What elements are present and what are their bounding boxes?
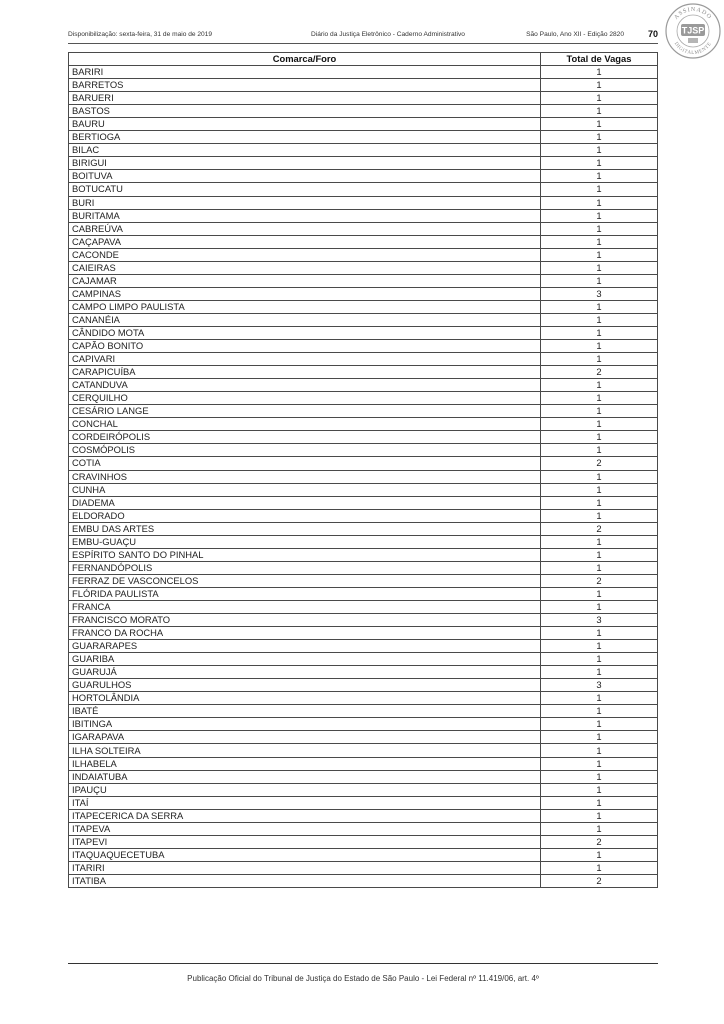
- comarca-name: BURITAMA: [69, 209, 541, 222]
- comarca-name: CAMPO LIMPO PAULISTA: [69, 300, 541, 313]
- column-header-total: Total de Vagas: [541, 53, 658, 66]
- comarca-name: ILHA SOLTEIRA: [69, 744, 541, 757]
- table-row: [69, 457, 658, 470]
- table-row: [69, 809, 658, 822]
- vacancy-count: 1: [541, 653, 658, 666]
- vacancy-count: 1: [541, 92, 658, 105]
- vacancy-count: 1: [541, 235, 658, 248]
- vacancy-count: 1: [541, 548, 658, 561]
- table-row: [69, 300, 658, 313]
- comarca-name: CONCHAL: [69, 418, 541, 431]
- comarca-name: EMBU DAS ARTES: [69, 522, 541, 535]
- comarca-name: CAPÃO BONITO: [69, 340, 541, 353]
- vacancy-count: 1: [541, 783, 658, 796]
- comarca-name: COSMÓPOLIS: [69, 444, 541, 457]
- comarca-name: ITAPEVI: [69, 835, 541, 848]
- vacancy-count: 1: [541, 144, 658, 157]
- vacancy-count: 1: [541, 79, 658, 92]
- vacancy-count: 1: [541, 600, 658, 613]
- table-row: [69, 731, 658, 744]
- page-header: [68, 29, 658, 43]
- comarca-name: GUARARAPES: [69, 640, 541, 653]
- comarca-name: GUARULHOS: [69, 679, 541, 692]
- table-row: [69, 392, 658, 405]
- table-row: [69, 587, 658, 600]
- table-row: [69, 483, 658, 496]
- table-row: [69, 261, 658, 274]
- table-row: [69, 614, 658, 627]
- column-header-comarca: Comarca/Foro: [69, 53, 541, 66]
- table-row: [69, 79, 658, 92]
- table-row: [69, 770, 658, 783]
- comarca-name: ILHABELA: [69, 757, 541, 770]
- vacancy-count: 1: [541, 861, 658, 874]
- comarca-name: BILAC: [69, 144, 541, 157]
- vacancy-count: 2: [541, 457, 658, 470]
- comarca-name: BURI: [69, 196, 541, 209]
- footer-divider: [68, 963, 658, 964]
- vacancy-count: 2: [541, 835, 658, 848]
- vacancy-count: 1: [541, 405, 658, 418]
- table-row: [69, 757, 658, 770]
- table-row: [69, 326, 658, 339]
- vacancy-count: 1: [541, 418, 658, 431]
- table-row: [69, 196, 658, 209]
- table-row: [69, 835, 658, 848]
- page-number: 70: [647, 29, 658, 39]
- table-row: [69, 861, 658, 874]
- table-row: [69, 718, 658, 731]
- comarca-name: CAPIVARI: [69, 353, 541, 366]
- vacancy-count: 1: [541, 379, 658, 392]
- comarca-name: FERNANDÓPOLIS: [69, 561, 541, 574]
- comarca-name: ITAÍ: [69, 796, 541, 809]
- vacancy-count: 1: [541, 274, 658, 287]
- vacancy-count: 1: [541, 431, 658, 444]
- table-row: [69, 92, 658, 105]
- vacancy-count: 1: [541, 627, 658, 640]
- vacancy-count: 1: [541, 313, 658, 326]
- vacancy-count: 1: [541, 183, 658, 196]
- seal-text-bottom: DIGITALMENTE: [672, 41, 714, 57]
- table-row: [69, 509, 658, 522]
- vacancy-count: 1: [541, 222, 658, 235]
- header-edition: São Paulo, Ano XII - Edição 2820: [526, 31, 624, 38]
- table-row: [69, 470, 658, 483]
- comarca-name: ESPÍRITO SANTO DO PINHAL: [69, 548, 541, 561]
- table-row: [69, 574, 658, 587]
- comarca-name: CRAVINHOS: [69, 470, 541, 483]
- table-row: [69, 496, 658, 509]
- table-row: [69, 692, 658, 705]
- table-row: [69, 66, 658, 79]
- vacancy-count: 1: [541, 248, 658, 261]
- comarca-name: FLÓRIDA PAULISTA: [69, 587, 541, 600]
- comarca-name: BARUERI: [69, 92, 541, 105]
- comarca-name: CATANDUVA: [69, 379, 541, 392]
- comarca-name: ITATIBA: [69, 874, 541, 887]
- table-row: [69, 600, 658, 613]
- comarca-name: EMBU-GUAÇU: [69, 535, 541, 548]
- vacancy-count: 1: [541, 509, 658, 522]
- comarca-name: ITAPECERICA DA SERRA: [69, 809, 541, 822]
- vacancy-count: 3: [541, 679, 658, 692]
- table-row: [69, 366, 658, 379]
- table-row: [69, 444, 658, 457]
- comarca-name: BAURU: [69, 118, 541, 131]
- comarca-name: CORDEIRÓPOLIS: [69, 431, 541, 444]
- table-header-row: [69, 53, 658, 66]
- table-row: [69, 105, 658, 118]
- seal-text-top: ASSINADO: [673, 6, 713, 21]
- comarca-name: BOTUCATU: [69, 183, 541, 196]
- vacancy-count: 1: [541, 744, 658, 757]
- table-row: [69, 679, 658, 692]
- comarca-name: FRANCO DA ROCHA: [69, 627, 541, 640]
- comarca-name: CARAPICUÍBA: [69, 366, 541, 379]
- vacancy-count: 1: [541, 470, 658, 483]
- vacancy-count: 1: [541, 118, 658, 131]
- header-divider: [68, 43, 658, 44]
- vacancy-count: 1: [541, 157, 658, 170]
- vacancy-count: 1: [541, 718, 658, 731]
- vacancy-count: 3: [541, 287, 658, 300]
- table-row: [69, 796, 658, 809]
- comarca-name: GUARIBA: [69, 653, 541, 666]
- table-row: [69, 405, 658, 418]
- table-row: [69, 783, 658, 796]
- vacancy-count: 2: [541, 366, 658, 379]
- vacancy-count: 1: [541, 535, 658, 548]
- comarca-name: CÂNDIDO MOTA: [69, 326, 541, 339]
- table-row: [69, 183, 658, 196]
- comarca-name: COTIA: [69, 457, 541, 470]
- vacancy-count: 1: [541, 170, 658, 183]
- comarca-name: HORTOLÂNDIA: [69, 692, 541, 705]
- comarca-name: DIADEMA: [69, 496, 541, 509]
- vacancy-count: 1: [541, 692, 658, 705]
- vacancy-count: 1: [541, 822, 658, 835]
- table-row: [69, 313, 658, 326]
- table-row: [69, 627, 658, 640]
- comarca-name: CAMPINAS: [69, 287, 541, 300]
- table-row: [69, 170, 658, 183]
- vacancy-count: 2: [541, 522, 658, 535]
- comarca-name: CUNHA: [69, 483, 541, 496]
- vacancy-count: 1: [541, 705, 658, 718]
- seal-text-center: TJSP: [681, 25, 705, 36]
- vacancy-count: 3: [541, 614, 658, 627]
- header-publication: Diário da Justiça Eletrônico - Caderno Administrativo: [311, 31, 465, 38]
- comarca-name: BIRIGUI: [69, 157, 541, 170]
- table-row: [69, 340, 658, 353]
- comarca-name: CAÇAPAVA: [69, 235, 541, 248]
- vacancy-count: 2: [541, 574, 658, 587]
- comarca-name: IBATÉ: [69, 705, 541, 718]
- tjsp-seal-icon: [664, 2, 722, 60]
- comarca-name: BARIRI: [69, 66, 541, 79]
- page-footer: Publicação Oficial do Tribunal de Justiça do Estado de São Paulo - Lei Federal nº 11.419/06, art. 4º: [187, 974, 539, 983]
- vacancy-count: 1: [541, 561, 658, 574]
- vacancy-count: 1: [541, 666, 658, 679]
- comarca-name: ITAQUAQUECETUBA: [69, 848, 541, 861]
- vacancy-count: 1: [541, 770, 658, 783]
- comarca-name: IPAUÇU: [69, 783, 541, 796]
- comarca-name: ELDORADO: [69, 509, 541, 522]
- table-row: [69, 653, 658, 666]
- vacancy-count: 1: [541, 261, 658, 274]
- vacancy-count: 1: [541, 105, 658, 118]
- vacancy-count: 1: [541, 209, 658, 222]
- vacancy-count: 1: [541, 131, 658, 144]
- vacancy-count: 1: [541, 483, 658, 496]
- comarca-name: CAIEIRAS: [69, 261, 541, 274]
- table-row: [69, 248, 658, 261]
- vacancy-count: 1: [541, 196, 658, 209]
- comarca-name: FRANCISCO MORATO: [69, 614, 541, 627]
- table-row: [69, 640, 658, 653]
- vacancy-count: 1: [541, 444, 658, 457]
- vacancy-count: 1: [541, 640, 658, 653]
- vacancy-count: 1: [541, 796, 658, 809]
- comarca-name: IGARAPAVA: [69, 731, 541, 744]
- vacancy-count: 1: [541, 66, 658, 79]
- comarca-name: FERRAZ DE VASCONCELOS: [69, 574, 541, 587]
- vacancy-count: 1: [541, 353, 658, 366]
- table-row: [69, 522, 658, 535]
- vacancy-count: 1: [541, 757, 658, 770]
- comarca-name: CACONDE: [69, 248, 541, 261]
- table-row: [69, 118, 658, 131]
- comarca-name: ITAPEVA: [69, 822, 541, 835]
- table-row: [69, 822, 658, 835]
- comarca-name: CESÁRIO LANGE: [69, 405, 541, 418]
- comarca-name: CANANÉIA: [69, 313, 541, 326]
- table-row: [69, 131, 658, 144]
- comarca-name: BARRETOS: [69, 79, 541, 92]
- vacancy-count: 1: [541, 731, 658, 744]
- comarca-name: ITARIRI: [69, 861, 541, 874]
- vacancy-count: 1: [541, 340, 658, 353]
- table-row: [69, 418, 658, 431]
- header-date: Disponibilização: sexta-feira, 31 de maio de 2019: [68, 31, 213, 38]
- vacancy-count: 2: [541, 874, 658, 887]
- vacancy-count: 1: [541, 848, 658, 861]
- table-row: [69, 222, 658, 235]
- vacancy-count: 1: [541, 300, 658, 313]
- table-row: [69, 144, 658, 157]
- comarca-name: CAJAMAR: [69, 274, 541, 287]
- table-row: [69, 235, 658, 248]
- table-row: [69, 561, 658, 574]
- vacancy-count: 1: [541, 392, 658, 405]
- comarca-name: CERQUILHO: [69, 392, 541, 405]
- comarca-name: FRANCA: [69, 600, 541, 613]
- table-row: [69, 705, 658, 718]
- table-body: [69, 66, 658, 888]
- comarca-name: GUARUJÁ: [69, 666, 541, 679]
- vacancy-count: 1: [541, 587, 658, 600]
- table-row: [69, 548, 658, 561]
- comarca-name: BERTIOGA: [69, 131, 541, 144]
- comarca-name: INDAIATUBA: [69, 770, 541, 783]
- vacancy-count: 1: [541, 326, 658, 339]
- table-row: [69, 744, 658, 757]
- table-row: [69, 666, 658, 679]
- vacancies-table: [68, 52, 658, 888]
- comarca-name: IBITINGA: [69, 718, 541, 731]
- vacancy-count: 1: [541, 496, 658, 509]
- table-row: [69, 287, 658, 300]
- table-row: [69, 379, 658, 392]
- vacancy-count: 1: [541, 809, 658, 822]
- table-row: [69, 848, 658, 861]
- comarca-name: BOITUVA: [69, 170, 541, 183]
- comarca-name: CABREÚVA: [69, 222, 541, 235]
- comarca-name: BASTOS: [69, 105, 541, 118]
- table-row: [69, 535, 658, 548]
- table-row: [69, 353, 658, 366]
- table-row: [69, 274, 658, 287]
- table-row: [69, 157, 658, 170]
- table-row: [69, 874, 658, 887]
- table-row: [69, 431, 658, 444]
- table-row: [69, 209, 658, 222]
